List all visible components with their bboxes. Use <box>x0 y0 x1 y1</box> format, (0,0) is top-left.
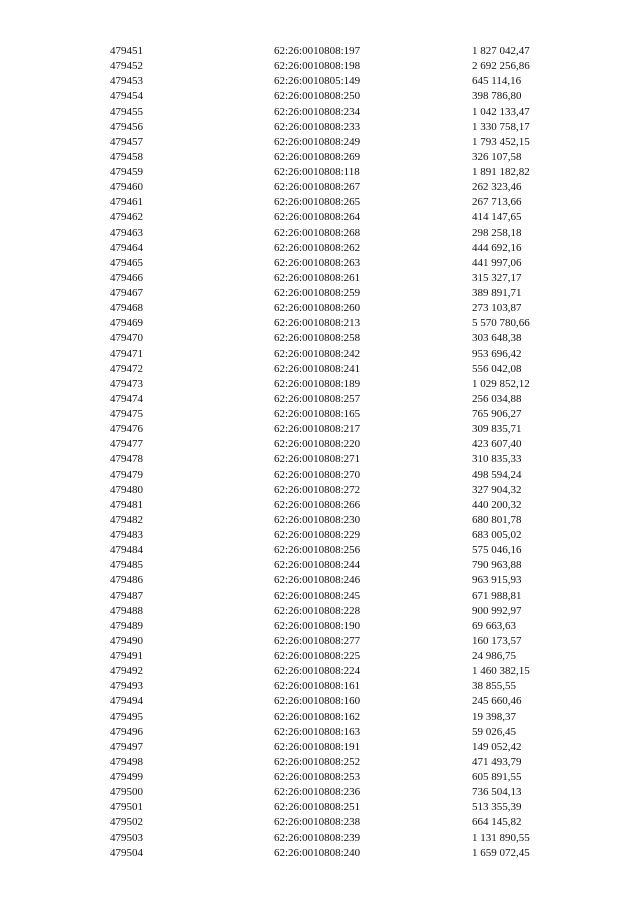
row-number: 479486 <box>110 574 143 587</box>
cadastral-value: 310 835,33 <box>472 453 522 466</box>
row-number: 479454 <box>110 90 143 103</box>
cadastral-value: 69 663,63 <box>472 619 516 632</box>
table-row <box>110 604 570 619</box>
row-number: 479492 <box>110 665 143 678</box>
table-row <box>110 407 570 422</box>
row-number: 479453 <box>110 75 143 88</box>
cadastral-value: 245 660,46 <box>472 695 522 708</box>
row-number: 479462 <box>110 211 143 224</box>
cadastral-value: 664 145,82 <box>472 816 522 829</box>
cadastral-value: 790 963,88 <box>472 559 522 572</box>
cadastral-number: 62:26:0010808:242 <box>274 347 361 360</box>
table-row <box>110 770 570 785</box>
cadastral-number: 62:26:0010808:229 <box>274 529 361 541</box>
table-row <box>110 105 570 120</box>
cadastral-value: 160 173,57 <box>472 634 522 647</box>
table-row <box>110 452 570 467</box>
row-number: 479496 <box>110 725 143 738</box>
table-row <box>110 180 570 195</box>
cadastral-value: 683 005,02 <box>472 529 522 541</box>
table-row <box>110 377 570 392</box>
table-row <box>110 694 570 709</box>
row-number: 479480 <box>110 483 143 496</box>
row-number: 479476 <box>110 423 143 436</box>
cadastral-number: 62:26:0010808:217 <box>274 423 361 436</box>
table-row <box>110 362 570 377</box>
table-row <box>110 286 570 301</box>
cadastral-number: 62:26:0010808:271 <box>274 453 361 466</box>
cadastral-number: 62:26:0010808:236 <box>274 786 361 799</box>
cadastral-value: 1 131 890,55 <box>472 831 530 844</box>
cadastral-number: 62:26:0010808:245 <box>274 589 361 602</box>
cadastral-value: 256 034,88 <box>472 392 522 405</box>
table-row <box>110 815 570 830</box>
table-row <box>110 89 570 104</box>
cadastral-number: 62:26:0010808:220 <box>274 438 361 451</box>
cadastral-value: 414 147,65 <box>472 211 522 224</box>
row-number: 479498 <box>110 755 143 768</box>
table-row <box>110 44 570 59</box>
cadastral-value: 498 594,24 <box>472 468 522 481</box>
cadastral-number: 62:26:0010808:262 <box>274 241 361 254</box>
table-row <box>110 150 570 165</box>
cadastral-value: 1 460 382,15 <box>472 665 530 678</box>
cadastral-value: 59 026,45 <box>472 725 516 738</box>
cadastral-value: 273 103,87 <box>472 302 522 315</box>
row-number: 479493 <box>110 680 143 693</box>
table-row <box>110 664 570 679</box>
cadastral-number: 62:26:0010808:258 <box>274 332 361 345</box>
cadastral-number: 62:26:0010808:239 <box>274 831 361 844</box>
cadastral-value: 513 355,39 <box>472 801 522 814</box>
table-row <box>110 785 570 800</box>
cadastral-number: 62:26:0010808:161 <box>274 680 361 693</box>
row-number: 479499 <box>110 771 143 783</box>
row-number: 479479 <box>110 468 143 481</box>
table-row <box>110 210 570 225</box>
cadastral-value: 1 827 042,47 <box>472 45 530 57</box>
cadastral-number: 62:26:0010808:260 <box>274 302 361 315</box>
cadastral-value: 765 906,27 <box>472 408 522 420</box>
cadastral-number: 62:26:0010808:234 <box>274 105 361 118</box>
cadastral-value: 444 692,16 <box>472 241 522 254</box>
table-row <box>110 437 570 452</box>
table-row <box>110 513 570 528</box>
cadastral-value: 645 114,16 <box>472 75 522 88</box>
row-number: 479460 <box>110 181 143 194</box>
row-number: 479485 <box>110 559 143 572</box>
table-row <box>110 271 570 286</box>
row-number: 479455 <box>110 105 143 118</box>
cadastral-value: 1 029 852,12 <box>472 377 530 390</box>
table-row <box>110 543 570 558</box>
cadastral-value: 5 570 780,66 <box>472 317 530 330</box>
cadastral-value: 900 992,97 <box>472 604 522 617</box>
cadastral-number: 62:26:0010808:163 <box>274 725 361 738</box>
table-row <box>110 831 570 846</box>
row-number: 479474 <box>110 392 143 405</box>
cadastral-value: 605 891,55 <box>472 771 522 783</box>
table-row <box>110 301 570 316</box>
table-row <box>110 710 570 725</box>
cadastral-number: 62:26:0010808:225 <box>274 650 361 662</box>
cadastral-value: 24 986,75 <box>472 650 516 662</box>
cadastral-number: 62:26:0010808:252 <box>274 755 361 768</box>
cadastral-number: 62:26:0010808:233 <box>274 120 361 133</box>
row-number: 479495 <box>110 710 143 723</box>
cadastral-value: 19 398,37 <box>472 710 516 723</box>
row-number: 479463 <box>110 226 143 239</box>
row-number: 479464 <box>110 241 143 254</box>
cadastral-number: 62:26:0010808:198 <box>274 60 361 73</box>
table-row <box>110 740 570 755</box>
row-number: 479494 <box>110 695 143 708</box>
cadastral-value: 736 504,13 <box>472 786 522 799</box>
cadastral-number: 62:26:0010808:160 <box>274 695 361 708</box>
table-row <box>110 135 570 150</box>
row-number: 479451 <box>110 45 143 57</box>
cadastral-number: 62:26:0010808:246 <box>274 574 361 587</box>
cadastral-value: 389 891,71 <box>472 287 522 299</box>
table-row <box>110 422 570 437</box>
cadastral-value: 298 258,18 <box>472 226 522 239</box>
cadastral-number: 62:26:0010808:238 <box>274 816 361 829</box>
row-number: 479470 <box>110 332 143 345</box>
table-row <box>110 679 570 694</box>
table-row <box>110 619 570 634</box>
row-number: 479456 <box>110 120 143 133</box>
cadastral-value: 309 835,71 <box>472 423 522 436</box>
table-row <box>110 634 570 649</box>
table-row <box>110 573 570 588</box>
cadastral-number: 62:26:0010808:269 <box>274 150 361 163</box>
table-row <box>110 256 570 271</box>
table-row <box>110 725 570 740</box>
cadastral-number: 62:26:0010808:118 <box>274 166 360 178</box>
cadastral-number: 62:26:0010808:189 <box>274 377 361 390</box>
cadastral-value: 671 988,81 <box>472 589 522 602</box>
cadastral-number: 62:26:0010808:228 <box>274 604 361 617</box>
row-number: 479488 <box>110 604 143 617</box>
row-number: 479489 <box>110 619 143 632</box>
cadastral-value: 556 042,08 <box>472 362 522 375</box>
cadastral-value: 326 107,58 <box>472 150 522 163</box>
cadastral-value: 575 046,16 <box>472 544 522 557</box>
table-row <box>110 498 570 513</box>
table-row <box>110 165 570 180</box>
cadastral-number: 62:26:0010808:265 <box>274 196 361 209</box>
cadastral-value: 149 052,42 <box>472 740 522 753</box>
row-number: 479481 <box>110 498 143 511</box>
table-row <box>110 846 570 861</box>
row-number: 479466 <box>110 271 143 284</box>
cadastral-value-table <box>110 44 570 861</box>
cadastral-number: 62:26:0010808:165 <box>274 408 361 420</box>
cadastral-number: 62:26:0010808:267 <box>274 181 361 194</box>
row-number: 479457 <box>110 135 143 148</box>
row-number: 479468 <box>110 302 143 315</box>
cadastral-value: 471 493,79 <box>472 755 522 768</box>
cadastral-value: 963 915,93 <box>472 574 522 587</box>
row-number: 479478 <box>110 453 143 466</box>
row-number: 479473 <box>110 377 143 390</box>
cadastral-number: 62:26:0010808:277 <box>274 634 361 647</box>
cadastral-number: 62:26:0010808:261 <box>274 271 361 284</box>
cadastral-value: 1 891 182,82 <box>472 166 530 178</box>
table-row <box>110 74 570 89</box>
table-row <box>110 468 570 483</box>
cadastral-number: 62:26:0010808:190 <box>274 619 361 632</box>
cadastral-number: 62:26:0010808:224 <box>274 665 361 678</box>
row-number: 479475 <box>110 408 143 420</box>
cadastral-value: 398 786,80 <box>472 90 522 103</box>
cadastral-value: 1 659 072,45 <box>472 846 530 859</box>
row-number: 479502 <box>110 816 143 829</box>
row-number: 479472 <box>110 362 143 375</box>
cadastral-number: 62:26:0010808:251 <box>274 801 361 814</box>
row-number: 479504 <box>110 846 143 859</box>
table-row <box>110 755 570 770</box>
cadastral-value: 38 855,55 <box>472 680 516 693</box>
table-row <box>110 528 570 543</box>
cadastral-value: 423 607,40 <box>472 438 522 451</box>
row-number: 479487 <box>110 589 143 602</box>
row-number: 479503 <box>110 831 143 844</box>
cadastral-value: 303 648,38 <box>472 332 522 345</box>
row-number: 479483 <box>110 529 143 541</box>
cadastral-number: 62:26:0010808:270 <box>274 468 361 481</box>
table-row <box>110 226 570 241</box>
cadastral-number: 62:26:0010808:272 <box>274 483 361 496</box>
cadastral-number: 62:26:0010808:213 <box>274 317 361 330</box>
row-number: 479471 <box>110 347 143 360</box>
row-number: 479459 <box>110 166 143 178</box>
cadastral-number: 62:26:0010808:250 <box>274 90 361 103</box>
cadastral-value: 1 042 133,47 <box>472 105 530 118</box>
table-row <box>110 331 570 346</box>
cadastral-value: 441 997,06 <box>472 256 522 269</box>
row-number: 479467 <box>110 287 143 299</box>
cadastral-value: 267 713,66 <box>472 196 522 209</box>
cadastral-number: 62:26:0010808:259 <box>274 287 361 299</box>
cadastral-number: 62:26:0010808:191 <box>274 740 361 753</box>
row-number: 479500 <box>110 786 143 799</box>
row-number: 479497 <box>110 740 143 753</box>
cadastral-value: 327 904,32 <box>472 483 522 496</box>
table-row <box>110 589 570 604</box>
table-row <box>110 347 570 362</box>
row-number: 479501 <box>110 801 143 814</box>
table-row <box>110 59 570 74</box>
cadastral-value: 680 801,78 <box>472 513 522 526</box>
table-row <box>110 195 570 210</box>
cadastral-number: 62:26:0010808:253 <box>274 771 361 783</box>
cadastral-value: 315 327,17 <box>472 271 522 284</box>
cadastral-number: 62:26:0010805:149 <box>274 75 361 88</box>
cadastral-value: 2 692 256,86 <box>472 60 530 73</box>
row-number: 479452 <box>110 60 143 73</box>
row-number: 479469 <box>110 317 143 330</box>
table-row <box>110 392 570 407</box>
cadastral-number: 62:26:0010808:257 <box>274 392 361 405</box>
table-row <box>110 483 570 498</box>
cadastral-number: 62:26:0010808:249 <box>274 135 361 148</box>
table-row <box>110 649 570 664</box>
cadastral-number: 62:26:0010808:240 <box>274 846 361 859</box>
cadastral-number: 62:26:0010808:263 <box>274 256 361 269</box>
cadastral-number: 62:26:0010808:268 <box>274 226 361 239</box>
cadastral-number: 62:26:0010808:162 <box>274 710 361 723</box>
row-number: 479491 <box>110 650 143 662</box>
table-row <box>110 120 570 135</box>
cadastral-value: 1 330 758,17 <box>472 120 530 133</box>
cadastral-number: 62:26:0010808:230 <box>274 513 361 526</box>
cadastral-value: 1 793 452,15 <box>472 135 530 148</box>
table-row <box>110 800 570 815</box>
row-number: 479477 <box>110 438 143 451</box>
table-row <box>110 241 570 256</box>
table-row <box>110 316 570 331</box>
cadastral-number: 62:26:0010808:266 <box>274 498 361 511</box>
cadastral-number: 62:26:0010808:244 <box>274 559 361 572</box>
cadastral-number: 62:26:0010808:256 <box>274 544 361 557</box>
cadastral-number: 62:26:0010808:264 <box>274 211 361 224</box>
row-number: 479490 <box>110 634 143 647</box>
cadastral-value: 440 200,32 <box>472 498 522 511</box>
cadastral-value: 262 323,46 <box>472 181 522 194</box>
cadastral-number: 62:26:0010808:197 <box>274 45 361 57</box>
row-number: 479484 <box>110 544 143 557</box>
row-number: 479461 <box>110 196 143 209</box>
cadastral-value: 953 696,42 <box>472 347 522 360</box>
row-number: 479482 <box>110 513 143 526</box>
row-number: 479458 <box>110 150 143 163</box>
cadastral-number: 62:26:0010808:241 <box>274 362 361 375</box>
row-number: 479465 <box>110 256 143 269</box>
table-row <box>110 558 570 573</box>
